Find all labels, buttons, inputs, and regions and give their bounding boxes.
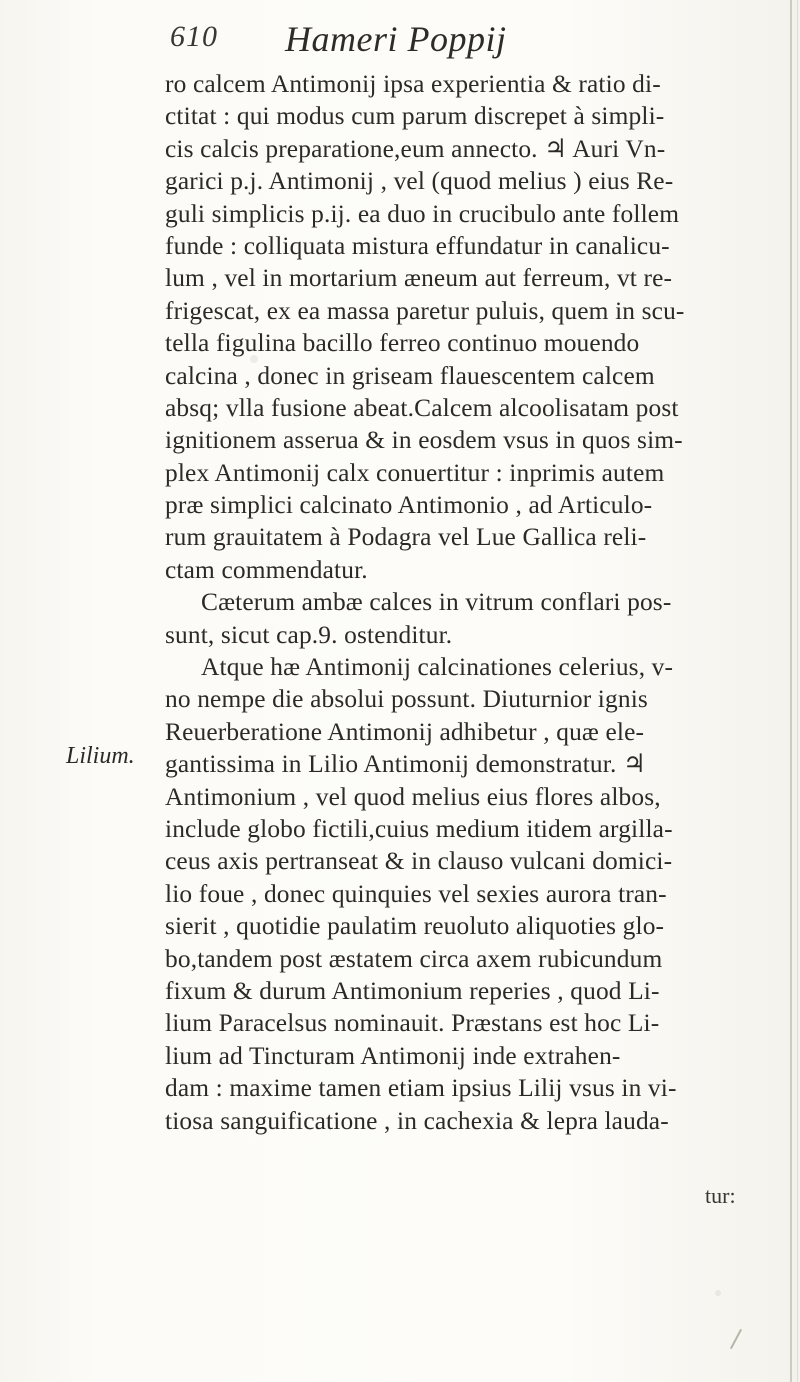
text-line: ro calcem Antimonij ipsa experientia & ratio di- bbox=[165, 70, 661, 98]
page-edge bbox=[790, 0, 792, 1382]
text-line: rum grauitatem à Podagra vel Lue Gallica reli- bbox=[165, 523, 647, 552]
text-line: funde : colliquata mistura effundatur in canalicu- bbox=[165, 231, 670, 260]
text-line: ceus axis pertranseat & in clauso vulcani domici- bbox=[165, 847, 673, 876]
text-line: ctam commendatur. bbox=[165, 555, 368, 584]
page-number: 610 bbox=[170, 20, 218, 53]
text-line: sierit , quotidie paulatim reuoluto aliquoties glo- bbox=[165, 912, 665, 941]
text-line: lum , vel in mortarium æneum aut ferreum, vt re- bbox=[165, 264, 673, 293]
text-line: include globo fictili,cuius medium itidem argilla- bbox=[165, 814, 673, 843]
catchword: tur: bbox=[705, 1183, 736, 1208]
text-line: frigescat, ex ea massa paretur puluis, quem in scu- bbox=[165, 296, 685, 325]
page-edge-outer bbox=[797, 0, 798, 1382]
text-line: tiosa sanguificatione , in cachexia & lepra lauda- bbox=[165, 1106, 669, 1135]
text-line: cis calcis preparatione,eum annecto. ♃ Auri Vn- bbox=[165, 134, 666, 163]
text-line: bo,tandem post æstatem circa axem rubicundum bbox=[165, 944, 663, 973]
text-line: lio foue , donec quinquies vel sexies aurora tran- bbox=[165, 879, 667, 908]
running-head: Hameri Poppij bbox=[285, 19, 507, 59]
text-line: garici p.j. Antimonij , vel (quod melius ) eius Re- bbox=[165, 167, 674, 196]
text-line: præ simplici calcinato Antimonio , ad Articulo- bbox=[165, 491, 653, 520]
text-line: tella figulina bacillo ferreo continuo mouendo bbox=[165, 329, 640, 358]
text-line: plex Antimonij calx conuertitur : inprimis autem bbox=[165, 458, 665, 487]
text-line: guli simplicis p.ij. ea duo in crucibulo ante follem bbox=[165, 199, 680, 228]
text-line: fixum & durum Antimonium reperies , quod Li- bbox=[165, 976, 660, 1005]
ink-smudge bbox=[715, 1290, 721, 1296]
body-text bbox=[165, 68, 765, 1137]
pencil-mark bbox=[730, 1329, 742, 1349]
text-line: calcina , donec in griseam flauescentem calcem bbox=[165, 361, 655, 390]
margin-note: Lilium. bbox=[66, 743, 135, 769]
text-line: Reuerberatione Antimonij adhibetur , quæ ele- bbox=[165, 717, 645, 746]
text-line: Antimonium , vel quod melius eius flores albos, bbox=[165, 782, 661, 811]
page-header bbox=[0, 18, 800, 68]
text-line: lium ad Tincturam Antimonij inde extrahen- bbox=[165, 1041, 621, 1070]
text-line: Cæterum ambæ calces in vitrum conflari pos- bbox=[201, 588, 672, 617]
text-line: sunt, sicut cap.9. ostenditur. bbox=[165, 620, 453, 649]
text-line: gantissima in Lilio Antimonij demonstratur. ♃ bbox=[165, 750, 646, 779]
text-line: ctitat : qui modus cum parum discrepet à simpli- bbox=[165, 102, 665, 131]
text-line: absq; vlla fusione abeat.Calcem alcoolisatam post bbox=[165, 393, 679, 422]
ink-smudge bbox=[250, 355, 258, 363]
text-line: ignitionem asserua & in eosdem vsus in quos sim- bbox=[165, 426, 683, 455]
text-line: dam : maxime tamen etiam ipsius Lilij vsus in vi- bbox=[165, 1074, 677, 1103]
text-line: no nempe die absolui possunt. Diuturnior ignis bbox=[165, 685, 648, 714]
text-line: Atque hæ Antimonij calcinationes celerius, v- bbox=[201, 653, 674, 682]
text-line: lium Paracelsus nominauit. Præstans est hoc Li- bbox=[165, 1009, 660, 1038]
